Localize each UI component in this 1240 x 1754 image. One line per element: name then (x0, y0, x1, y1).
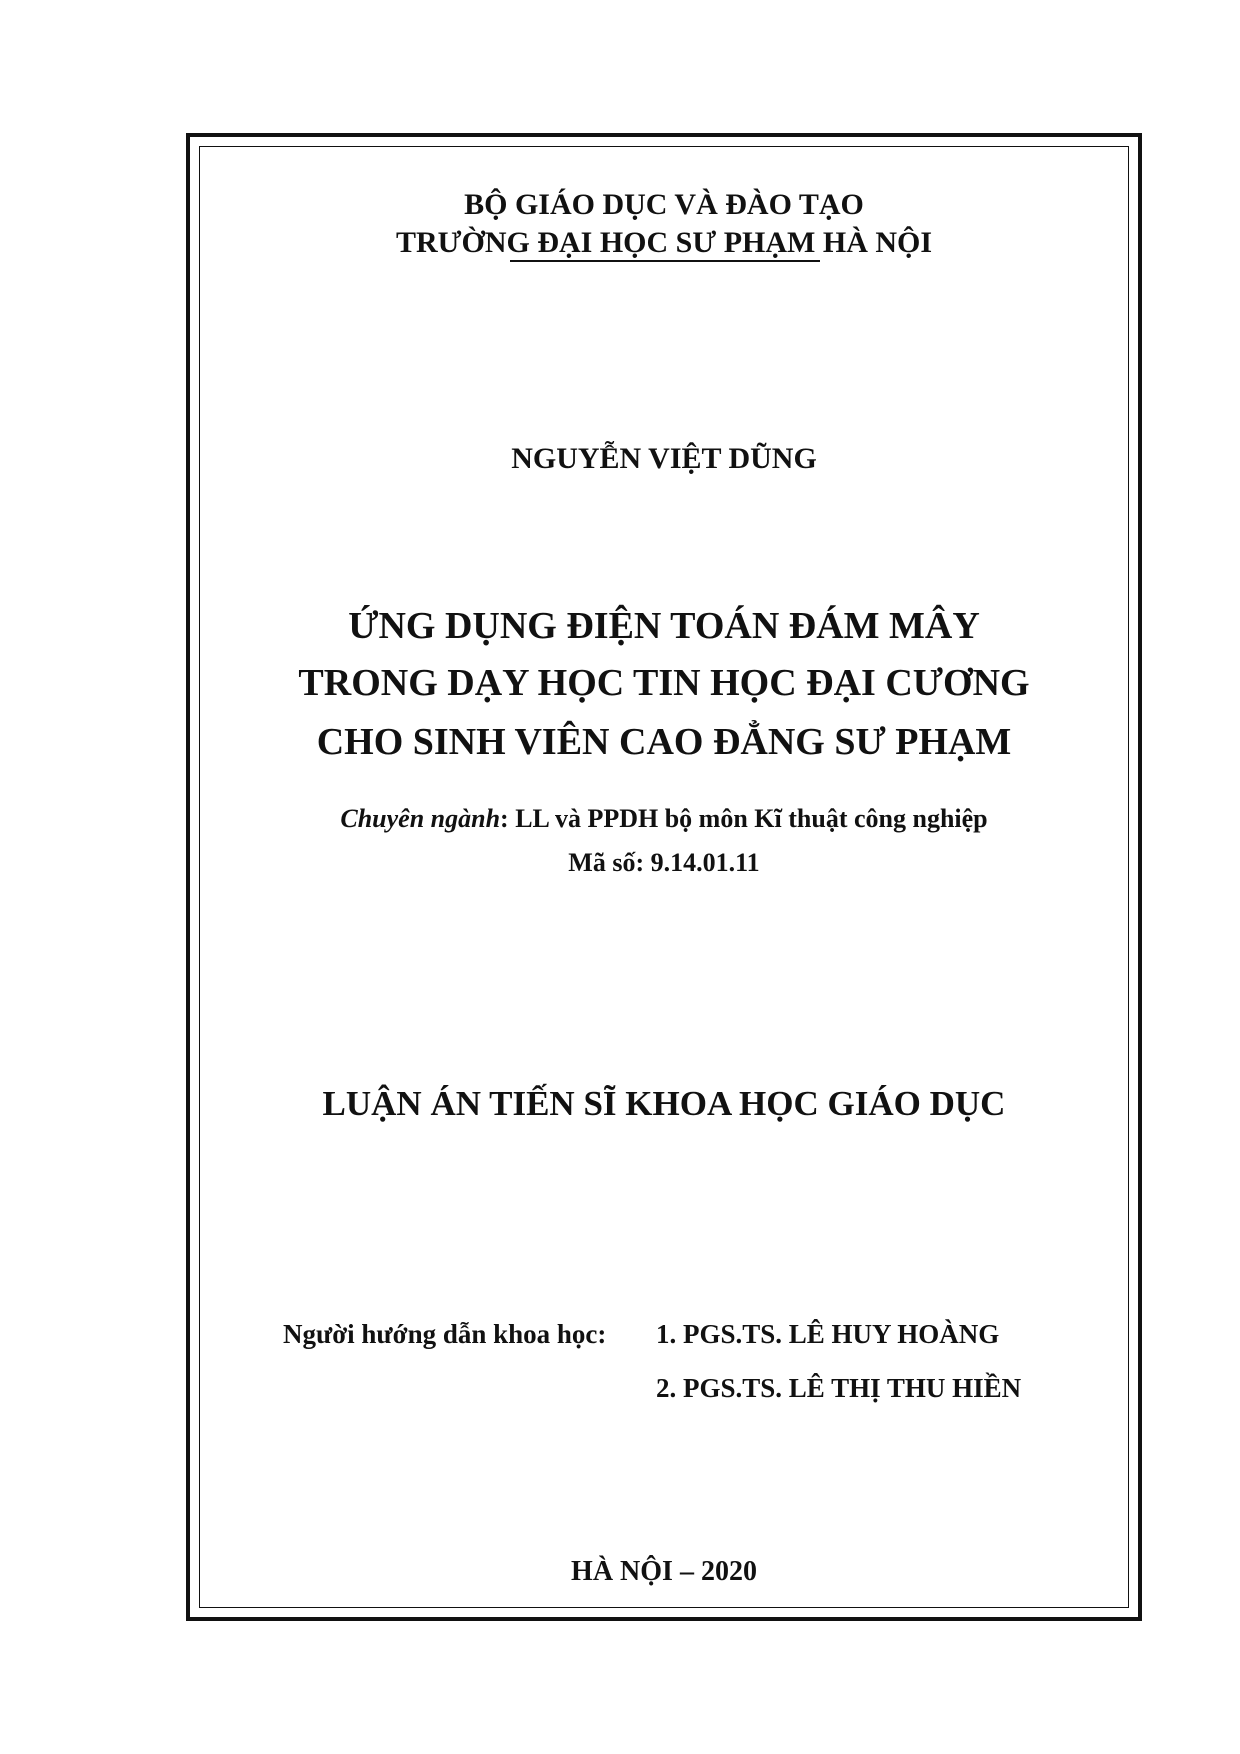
ministry-name: BỘ GIÁO DỤC VÀ ĐÀO TẠO (464, 188, 864, 221)
degree-title: LUẬN ÁN TIẾN SĨ KHOA HỌC GIÁO DỤC (322, 1084, 1006, 1123)
major-line (0, 804, 1240, 834)
thesis-title-line-1: ỨNG DỤNG ĐIỆN TOÁN ĐÁM MÂY (348, 605, 980, 647)
major-value: : LL và PPDH bộ môn Kĩ thuật công nghiệp (500, 804, 988, 833)
header-underline (510, 260, 820, 262)
advisors-label: Người hướng dẫn khoa học: (283, 1319, 607, 1349)
thesis-title-line-3: CHO SINH VIÊN CAO ĐẲNG SƯ PHẠM (316, 721, 1012, 763)
advisor-1: 1. PGS.TS. LÊ HUY HOÀNG (656, 1319, 1000, 1349)
major-code: Mã số: 9.14.01.11 (568, 848, 760, 877)
place-date: HÀ NỘI – 2020 (571, 1556, 757, 1587)
university-name: TRƯỜNG ĐẠI HỌC SƯ PHẠM HÀ NỘI (395, 226, 933, 259)
thesis-title-line-2: TRONG DẠY HỌC TIN HỌC ĐẠI CƯƠNG (298, 662, 1030, 704)
author-name: NGUYỄN VIỆT DŨNG (511, 442, 817, 475)
major-label: Chuyên ngành (340, 804, 501, 833)
advisor-2: 2. PGS.TS. LÊ THỊ THU HIỀN (656, 1373, 1022, 1403)
